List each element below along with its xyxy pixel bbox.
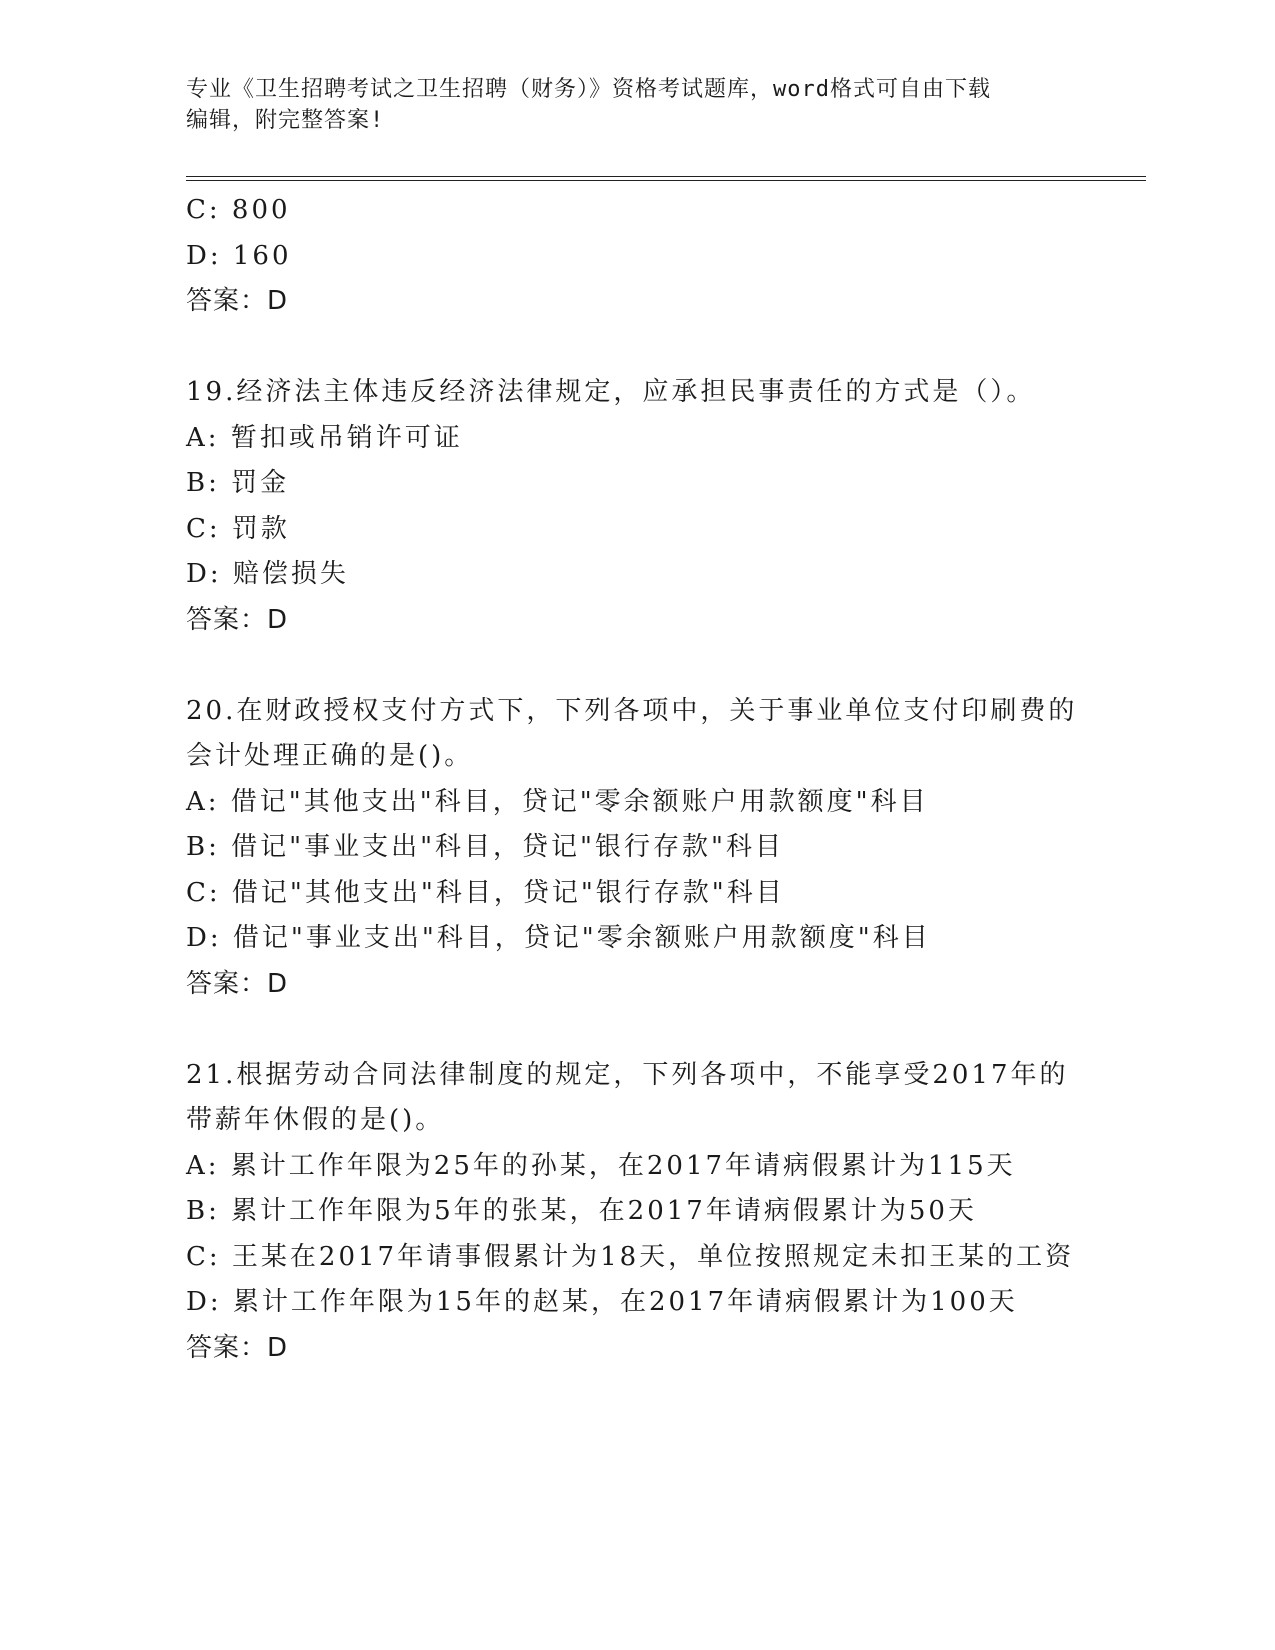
- option-d: D: 累计工作年限为15年的赵某，在2017年请病假累计为100天: [186, 1287, 1018, 1317]
- question-text-line-1: 20.在财政授权支付方式下，下列各项中，关于事业单位支付印刷费的: [186, 695, 1078, 726]
- question-20: [186, 689, 1086, 1008]
- header-line-1: 专业《卫生招聘考试之卫生招聘（财务）》资格考试题库，word格式可自由下载: [186, 77, 991, 102]
- spacer: [186, 643, 1086, 689]
- option-d: D: 借记"事业支出"科目，贷记"零余额账户用款额度"科目: [186, 923, 931, 953]
- spacer: [186, 1007, 1086, 1053]
- answer-line: 答案：D: [186, 1332, 289, 1363]
- option-c: C: 800: [186, 195, 291, 225]
- option-c: C: 王某在2017年请事假累计为18天，单位按照规定未扣王某的工资: [186, 1241, 1075, 1272]
- previous-question-tail: [186, 188, 1086, 325]
- option-a: A: 暂扣或吊销许可证: [186, 422, 463, 453]
- question-text-line-2: 带薪年休假的是()。: [186, 1105, 445, 1135]
- answer-line: 答案：D: [186, 286, 289, 316]
- answer-line: 答案：D: [186, 968, 289, 999]
- option-c: C: 借记"其他支出"科目，贷记"银行存款"科目: [186, 877, 785, 908]
- document-header: [186, 74, 1076, 136]
- option-a: A: 借记"其他支出"科目，贷记"零余额账户用款额度"科目: [186, 786, 929, 817]
- header-divider: [186, 176, 1146, 181]
- spacer: [186, 325, 1086, 371]
- answer-line: 答案：D: [186, 604, 289, 635]
- option-b: B: 借记"事业支出"科目，贷记"银行存款"科目: [186, 832, 784, 862]
- option-d: D: 160: [186, 240, 292, 271]
- header-line-2: 编辑，附完整答案!: [186, 108, 385, 133]
- option-b: B: 罚金: [186, 468, 290, 498]
- option-b: B: 累计工作年限为5年的张某，在2017年请病假累计为50天: [186, 1196, 977, 1226]
- question-21: [186, 1053, 1086, 1372]
- question-19: [186, 370, 1086, 643]
- option-c: C: 罚款: [186, 513, 290, 544]
- question-text-line-1: 21.根据劳动合同法律制度的规定，下列各项中，不能享受2017年的: [186, 1059, 1069, 1090]
- option-a: A: 累计工作年限为25年的孙某，在2017年请病假累计为115天: [186, 1150, 1016, 1181]
- option-d: D: 赔偿损失: [186, 559, 349, 589]
- question-text-line-2: 会计处理正确的是()。: [186, 741, 474, 771]
- question-text: 19.经济法主体违反经济法律规定，应承担民事责任的方式是（）。: [186, 377, 1036, 407]
- question-content: [186, 188, 1086, 1371]
